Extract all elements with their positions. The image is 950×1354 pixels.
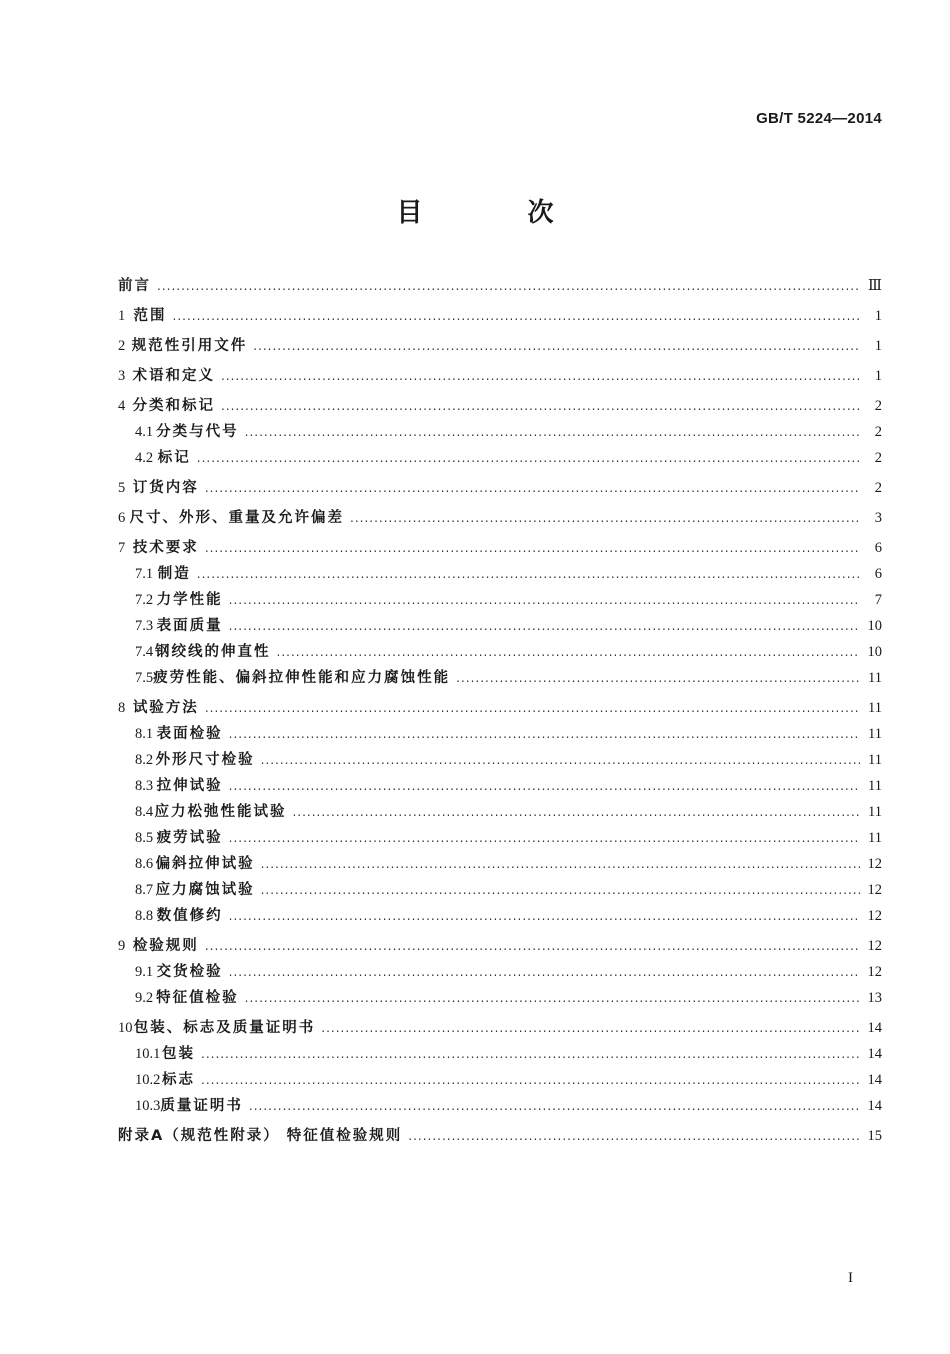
toc-entry-page: 13 [867,990,882,1006]
table-of-contents [118,274,882,1150]
toc-entry-number: 8.2 [135,752,154,768]
toc-entry-number: 8.6 [135,856,154,872]
toc-entry-label: 包装 [162,1046,196,1062]
toc-entry-number: 8.3 [135,778,154,794]
toc-entry-number: 8.7 [135,882,154,898]
toc-entry-label: 分类和标记 [132,398,215,414]
dot-leader [321,1021,860,1035]
toc-entry-number: 7.3 [135,618,154,634]
toc-entry-label: 特征值检验 [156,990,239,1006]
toc-entry-number: 7.1 [135,566,154,582]
dot-leader [261,753,860,767]
dot-leader [261,857,860,871]
toc-entry-page: 10 [867,618,882,634]
toc-entry-page: 11 [868,804,882,820]
toc-entry-page: 1 [874,368,882,384]
toc-entry-number: 9.1 [135,964,154,980]
toc-entry[interactable] [118,934,882,960]
toc-entry-page: 14 [867,1098,882,1114]
dot-leader [229,909,860,923]
toc-entry-number: 10.2 [135,1072,161,1088]
toc-entry-page: 12 [867,856,882,872]
toc-entry-number: 4.2 [135,450,154,466]
toc-entry-label: 试验方法 [132,700,199,716]
toc-entry-number: 8 [118,700,126,716]
page-number: I [848,1270,853,1286]
dot-leader [350,511,860,525]
toc-entry-label: 包装、标志及质量证明书 [133,1020,316,1036]
toc-subentry[interactable] [118,986,882,1012]
toc-entry-page: 2 [874,480,882,496]
dot-leader [205,481,860,495]
toc-entry[interactable] [118,304,882,330]
toc-subentry[interactable] [118,904,882,930]
toc-subentry[interactable] [118,748,882,774]
toc-entry-page: 14 [867,1020,882,1036]
toc-entry-number: 9.2 [135,990,154,1006]
dot-leader [261,883,860,897]
toc-subentry[interactable] [118,640,882,666]
dot-leader [173,309,860,323]
toc-entry[interactable] [118,476,882,502]
toc-entry-number: 8.5 [135,830,154,846]
toc-entry[interactable] [118,274,882,300]
dot-leader [245,425,860,439]
toc-entry-number: 10 [118,1020,133,1036]
toc-subentry[interactable] [118,826,882,852]
dot-leader [277,645,860,659]
dot-leader [292,805,860,819]
toc-subentry[interactable] [118,774,882,800]
toc-subentry[interactable] [118,446,882,472]
toc-entry-page: 14 [867,1046,882,1062]
dot-leader [408,1129,860,1143]
toc-entry[interactable] [118,334,882,360]
toc-entry[interactable] [118,364,882,390]
toc-subentry[interactable] [118,1042,882,1068]
dot-leader [245,991,860,1005]
dot-leader [201,1047,860,1061]
dot-leader [205,541,860,555]
dot-leader [221,369,860,383]
dot-leader [205,701,860,715]
toc-entry-label: 标志 [162,1072,196,1088]
toc-entry-label: 规范性引用文件 [131,338,248,354]
toc-entry-number: 3 [118,368,126,384]
toc-entry-label: 应力腐蚀试验 [155,882,255,898]
toc-subentry[interactable] [118,1094,882,1120]
toc-entry-label: 术语和定义 [132,368,215,384]
toc-entry-label: 数值修约 [156,908,223,924]
toc-entry-label: 疲劳试验 [156,830,223,846]
dot-leader [249,1099,860,1113]
toc-entry-page: 11 [868,778,882,794]
toc-entry-number: 8.1 [135,726,154,742]
toc-entry-number: 5 [118,480,126,496]
toc-entry-label: 前言 [118,278,151,294]
toc-entry-page: 11 [868,726,882,742]
toc-entry-page: 14 [867,1072,882,1088]
toc-entry-number: 8.8 [135,908,154,924]
toc-entry-page: 3 [874,510,882,526]
toc-entry-page: 11 [868,700,882,716]
toc-entry-page: 11 [868,830,882,846]
toc-entry[interactable] [118,1016,882,1042]
dot-leader [229,593,860,607]
toc-entry-label: 范围 [133,308,167,324]
toc-entry-label: 交货检验 [156,964,223,980]
dot-leader [229,831,860,845]
toc-entry-number: 7.2 [135,592,154,608]
toc-entry-label: 力学性能 [156,592,223,608]
page-title: 目 次 [396,198,602,228]
toc-entry-number: 9 [118,938,126,954]
toc-entry-page: 6 [874,540,882,556]
toc-entry-page: 1 [874,338,882,354]
toc-entry-number: 4.1 [135,424,154,440]
dot-leader [253,339,860,353]
toc-entry-page: 6 [874,566,882,582]
dot-leader [157,279,860,293]
toc-entry-label: 制造 [157,566,191,582]
dot-leader [197,567,860,581]
toc-entry-label: 偏斜拉伸试验 [155,856,255,872]
toc-subentry[interactable] [118,722,882,748]
dot-leader [205,939,860,953]
toc-entry-label: 拉伸试验 [156,778,223,794]
toc-entry[interactable] [118,506,882,532]
toc-entry-page: 2 [874,450,882,466]
toc-subentry[interactable] [118,852,882,878]
toc-entry-page: 12 [867,908,882,924]
toc-subentry[interactable] [118,614,882,640]
toc-entry-label: 外形尺寸检验 [155,752,255,768]
dot-leader [201,1073,860,1087]
toc-entry-number: 8.4 [135,804,154,820]
dot-leader [229,965,860,979]
toc-entry-page: 12 [867,882,882,898]
toc-entry[interactable] [118,536,882,562]
toc-entry-label: 应力松弛性能试验 [154,804,287,820]
standard-code: GB/T 5224—2014 [756,110,882,127]
toc-entry-number: 7 [118,540,126,556]
dot-leader [221,399,860,413]
toc-entry-label: 表面检验 [156,726,223,742]
toc-entry-number: 2 [118,338,126,354]
toc-entry-page: 2 [874,398,882,414]
toc-entry-label: 质量证明书 [160,1098,243,1114]
toc-entry[interactable] [118,696,882,722]
toc-subentry[interactable] [118,588,882,614]
toc-entry-page: 12 [867,938,882,954]
toc-entry-label: 附录A（规范性附录） 特征值检验规则 [118,1128,403,1144]
toc-entry-page: Ⅲ [868,278,882,294]
dot-leader [197,451,860,465]
toc-entry[interactable] [118,1124,882,1150]
toc-entry-label: 尺寸、外形、重量及允许偏差 [129,510,345,526]
toc-entry-label: 标记 [157,450,191,466]
dot-leader [229,779,860,793]
toc-entry-page: 10 [867,644,882,660]
toc-entry-number: 1 [118,308,126,324]
dot-leader [229,619,860,633]
toc-subentry[interactable] [118,1068,882,1094]
toc-entry-page: 1 [874,308,882,324]
toc-entry-number: 6 [118,510,126,526]
toc-entry-page: 15 [867,1128,882,1144]
toc-entry-page: 11 [868,752,882,768]
toc-subentry[interactable] [118,562,882,588]
toc-entry-page: 12 [867,964,882,980]
toc-entry-number: 10.1 [135,1046,161,1062]
toc-entry-label: 表面质量 [156,618,223,634]
toc-entry-label: 钢绞线的伸直性 [155,644,271,660]
toc-subentry[interactable] [118,960,882,986]
toc-subentry[interactable] [118,878,882,904]
toc-subentry[interactable] [118,420,882,446]
toc-entry-label: 疲劳性能、偏斜拉伸性能和应力腐蚀性能 [153,670,451,686]
toc-entry-page: 2 [874,424,882,440]
toc-entry-page: 11 [868,670,882,686]
toc-entry-label: 分类与代号 [156,424,239,440]
toc-entry-label: 技术要求 [132,540,199,556]
toc-entry-label: 检验规则 [132,938,199,954]
toc-entry-number: 7.5 [135,670,154,686]
toc-subentry[interactable] [118,666,882,692]
dot-leader [229,727,860,741]
toc-entry-number: 4 [118,398,126,414]
toc-entry-label: 订货内容 [132,480,199,496]
toc-entry-number: 7.4 [135,644,154,660]
dot-leader [456,671,860,685]
toc-entry-number: 10.3 [135,1098,161,1114]
toc-entry-page: 7 [874,592,882,608]
toc-entry[interactable] [118,394,882,420]
toc-subentry[interactable] [118,800,882,826]
